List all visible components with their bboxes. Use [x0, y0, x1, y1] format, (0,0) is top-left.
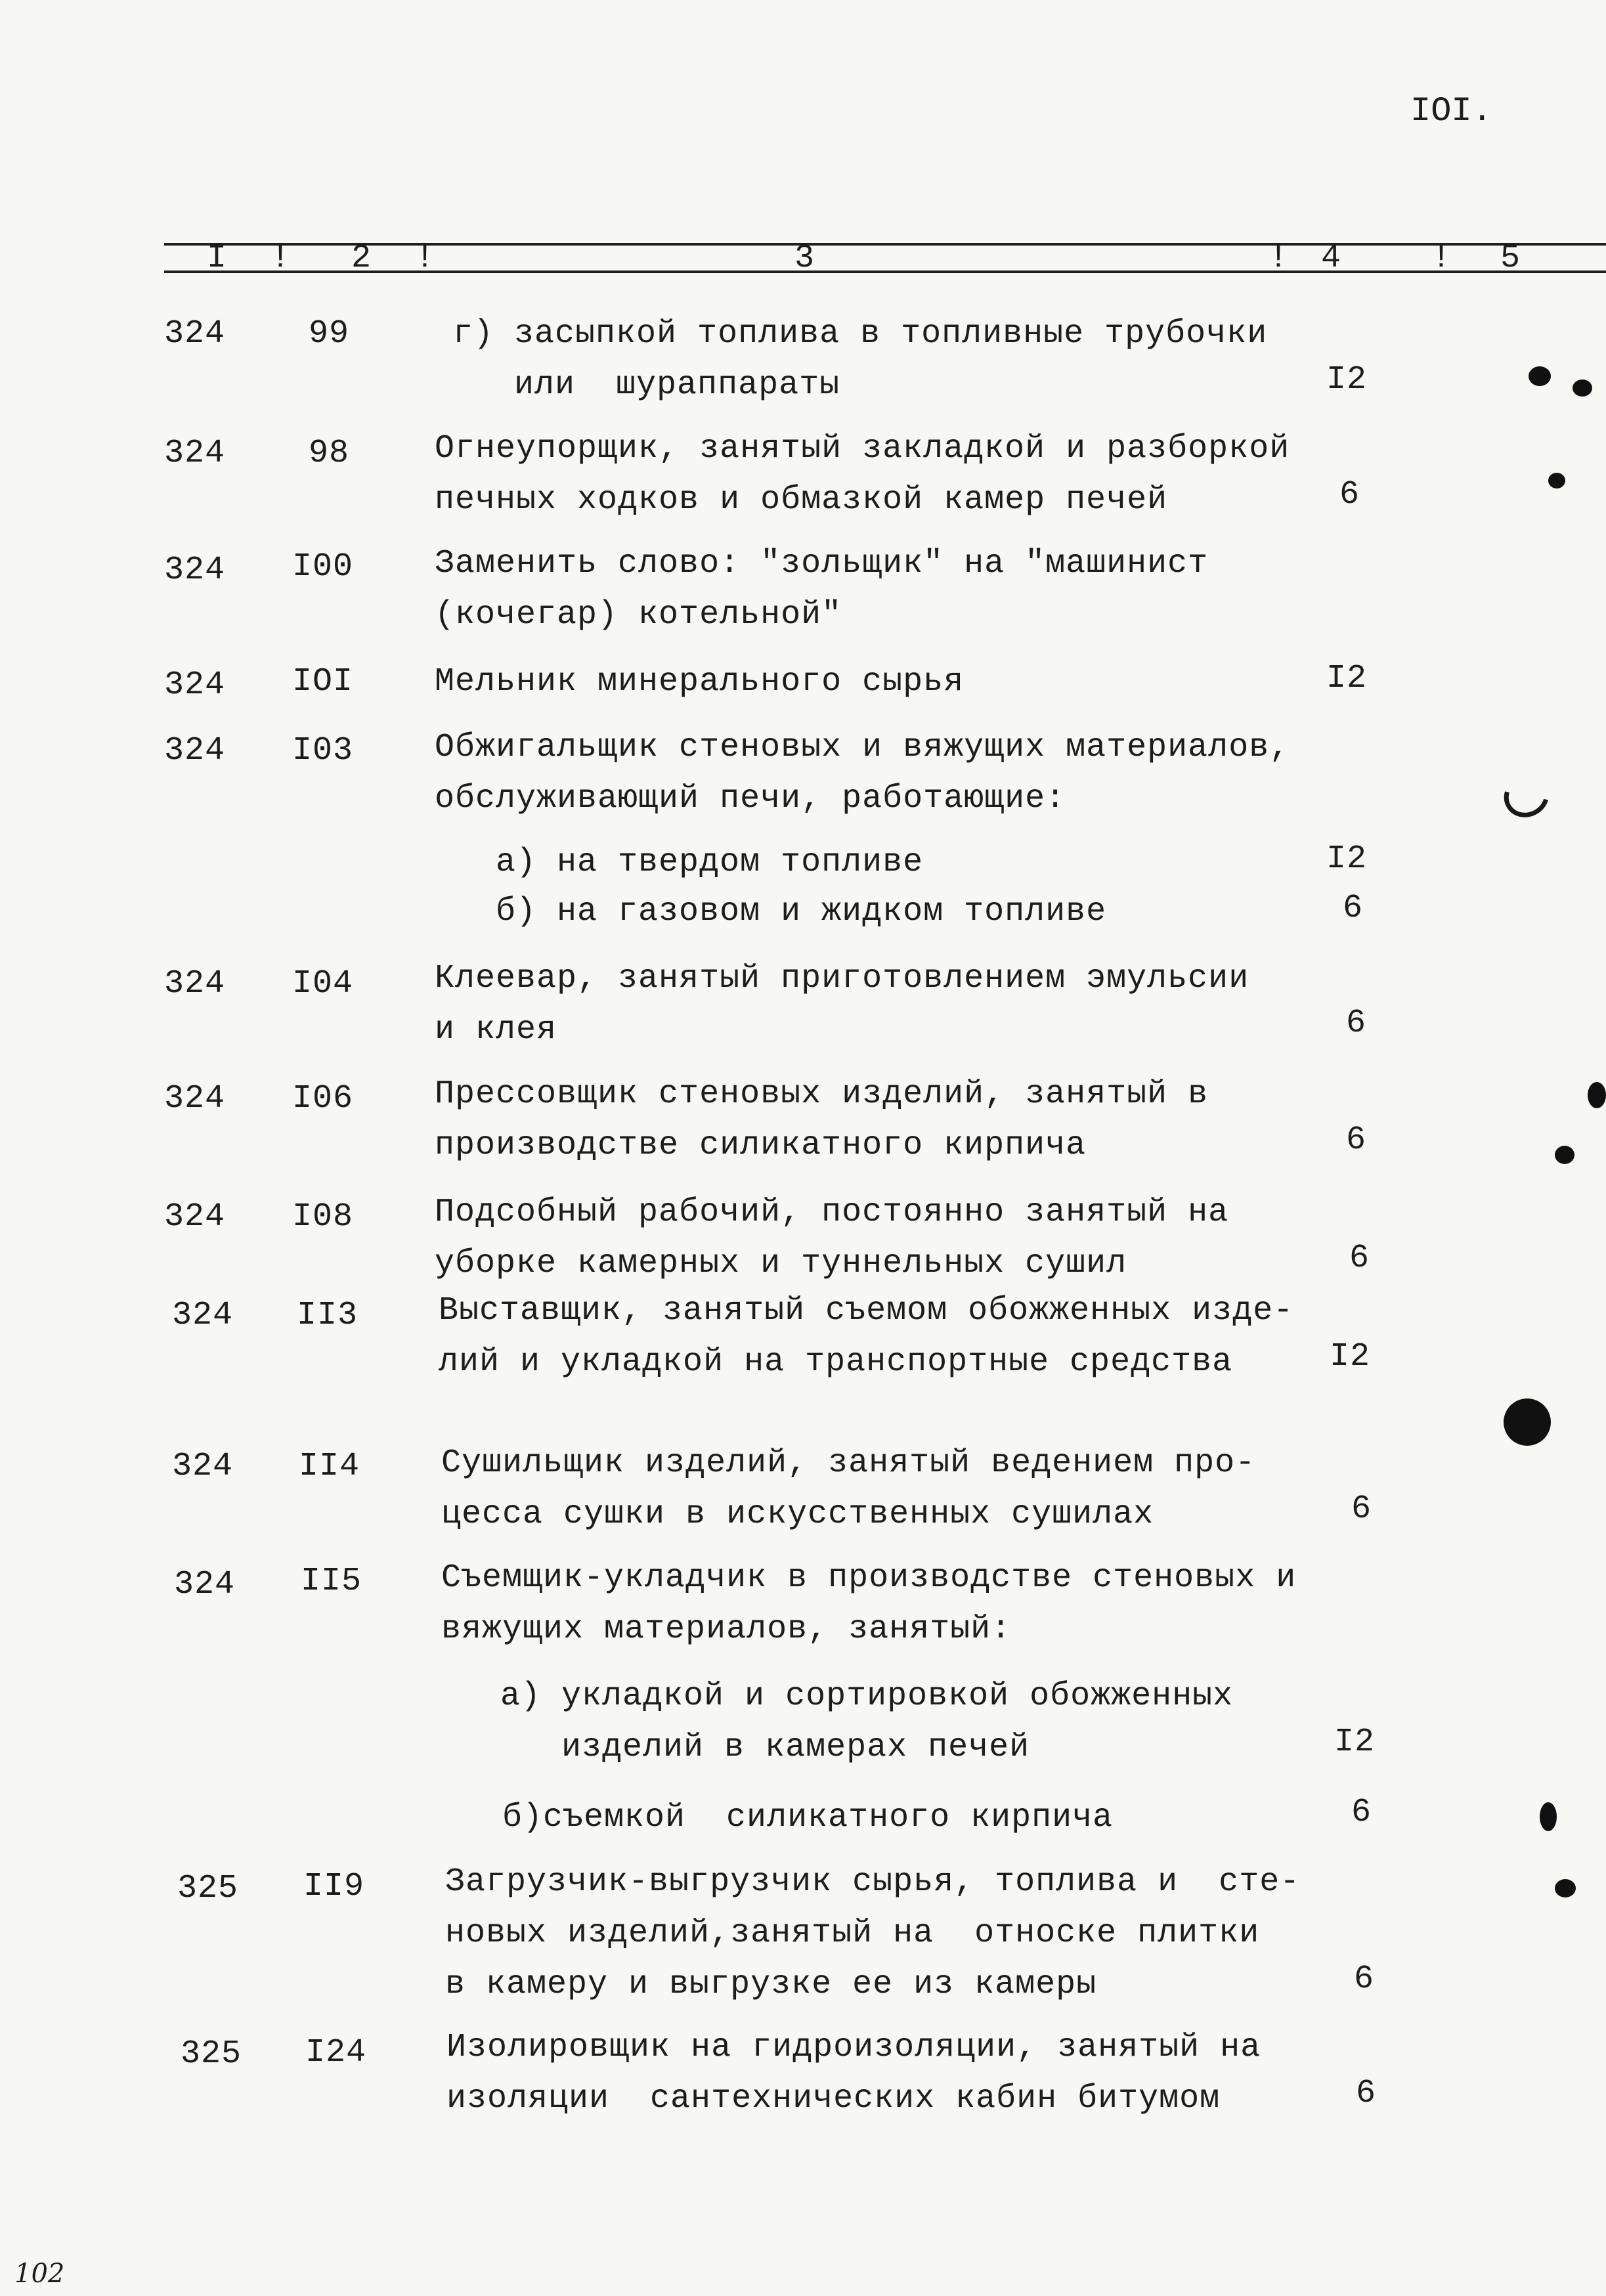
row-text-line: а) на твердом топливе: [496, 844, 924, 881]
row-text-line: лий и укладкой на транспортные средства: [439, 1343, 1233, 1381]
row-text-line: Клеевар, занятый приготовлением эмульсии: [435, 960, 1249, 997]
row-col-1: 324: [164, 435, 226, 472]
row-col-1: 324: [164, 552, 226, 589]
row-text-line: изделий в камерах печей: [500, 1729, 1030, 1766]
row-text-line: а) укладкой и сортировкой обожженных: [500, 1678, 1234, 1715]
row-col-4: I2: [1334, 1723, 1376, 1761]
row-col-2: I00: [292, 548, 354, 586]
row-text-line: вяжущих материалов, занятый:: [441, 1611, 1012, 1648]
header-separator: !: [415, 240, 435, 277]
header-col-2: 2: [351, 240, 372, 277]
handwritten-page-note: 102: [14, 2259, 65, 2289]
header-top-rule: [164, 243, 1606, 246]
row-text-line: и клея: [435, 1011, 557, 1049]
row-col-4: 6: [1343, 890, 1364, 927]
row-text-line: Изолировщик на гидроизоляции, занятый на: [446, 2029, 1261, 2066]
row-col-1: 324: [164, 666, 226, 704]
row-text-line: или шураппараты: [453, 366, 840, 404]
row-col-1: 324: [172, 1297, 234, 1334]
page-number: IOI.: [1410, 92, 1492, 131]
ink-blot: [1573, 379, 1592, 397]
row-col-4: 6: [1339, 476, 1360, 513]
ink-blot: [1529, 366, 1551, 386]
row-col-2: II4: [299, 1448, 360, 1485]
row-col-4: 6: [1351, 1490, 1372, 1528]
row-col-2: II5: [301, 1563, 362, 1600]
row-text-line: Мельник минерального сырья: [435, 663, 965, 701]
row-col-2: IOI: [292, 663, 354, 701]
header-col-5: 5: [1500, 240, 1521, 277]
row-col-4: I2: [1326, 660, 1368, 697]
ink-blot: [1504, 1398, 1551, 1446]
row-text-line: обслуживающий печи, работающие:: [435, 780, 1066, 817]
ink-blot: [1555, 1146, 1574, 1164]
header-separator: !: [271, 240, 291, 277]
row-col-1: 324: [164, 315, 226, 353]
row-col-2: I04: [292, 965, 354, 1003]
row-text-line: б)съемкой силикатного кирпича: [502, 1799, 1114, 1836]
row-text-line: Огнеупорщик, занятый закладкой и разборкой: [435, 430, 1290, 467]
header-bottom-rule: [164, 271, 1606, 273]
ink-blot: [1540, 1802, 1557, 1831]
row-col-1: 325: [177, 1870, 239, 1907]
row-text-line: Загрузчик-выгрузчик сырья, топлива и сте-: [445, 1863, 1301, 1901]
row-col-4: 6: [1349, 1240, 1370, 1277]
row-text-line: Заменить слово: "зольщик" на "машинист: [435, 545, 1209, 582]
row-text-line: изоляции сантехнических кабин битумом: [446, 2080, 1221, 2117]
row-col-1: 324: [164, 1080, 226, 1117]
row-text-line: производстве силикатного кирпича: [435, 1127, 1087, 1164]
row-col-4: 6: [1346, 1121, 1367, 1159]
row-text-line: Выставщик, занятый съемом обожженных изде-: [439, 1292, 1294, 1330]
row-col-1: 324: [172, 1448, 234, 1485]
row-text-line: Сушильщик изделий, занятый ведением про-: [441, 1444, 1256, 1482]
ink-blot: [1548, 473, 1565, 488]
row-text-line: уборке камерных и туннельных сушил: [435, 1245, 1127, 1282]
row-text-line: (кочегар) котельной": [435, 596, 842, 634]
curved-mark: [1496, 766, 1557, 825]
row-col-1: 324: [174, 1566, 236, 1603]
row-text-line: цесса сушки в искусственных сушилах: [441, 1496, 1154, 1533]
ink-blot: [1588, 1082, 1606, 1108]
row-col-1: 325: [181, 2035, 242, 2073]
row-col-4: I2: [1326, 361, 1368, 399]
row-text-line: Подсобный рабочий, постоянно занятый на: [435, 1194, 1229, 1231]
row-text-line: б) на газовом и жидком топливе: [496, 893, 1107, 930]
row-text-line: Прессовщик стеновых изделий, занятый в: [435, 1075, 1209, 1113]
row-text-line: в камеру и выгрузке ее из камеры: [445, 1966, 1097, 2003]
row-text-line: новых изделий,занятый на относке плитки: [445, 1915, 1260, 1952]
row-text-line: г) засыпкой топлива в топливные трубочки: [453, 315, 1268, 353]
header-col-4: 4: [1321, 240, 1341, 277]
row-col-2: I24: [305, 2034, 367, 2071]
row-col-2: 99: [309, 315, 350, 353]
header-col-1: I: [207, 240, 227, 277]
row-col-2: 98: [309, 435, 350, 472]
row-col-4: 6: [1351, 1794, 1372, 1831]
row-col-1: 324: [164, 732, 226, 769]
header-separator: !: [1431, 240, 1452, 277]
row-col-2: II9: [303, 1868, 365, 1905]
row-col-2: I08: [292, 1198, 354, 1236]
row-text-line: Съемщик-укладчик в производстве стеновых и: [441, 1559, 1297, 1597]
row-text-line: Обжигальщик стеновых и вяжущих материалов,: [435, 729, 1290, 766]
row-col-4: 6: [1346, 1005, 1367, 1042]
row-col-1: 324: [164, 1198, 226, 1236]
row-text-line: печных ходков и обмазкой камер печей: [435, 481, 1168, 519]
row-col-4: 6: [1356, 2075, 1377, 2112]
row-col-2: II3: [297, 1297, 358, 1334]
header-separator: !: [1269, 240, 1289, 277]
row-col-4: I2: [1326, 840, 1368, 878]
header-col-3: 3: [794, 240, 815, 277]
row-col-4: I2: [1330, 1338, 1371, 1375]
ink-blot: [1555, 1879, 1576, 1897]
row-col-2: I03: [292, 732, 354, 769]
row-col-1: 324: [164, 965, 226, 1003]
row-col-2: I06: [292, 1080, 354, 1117]
row-col-4: 6: [1354, 1960, 1375, 1998]
